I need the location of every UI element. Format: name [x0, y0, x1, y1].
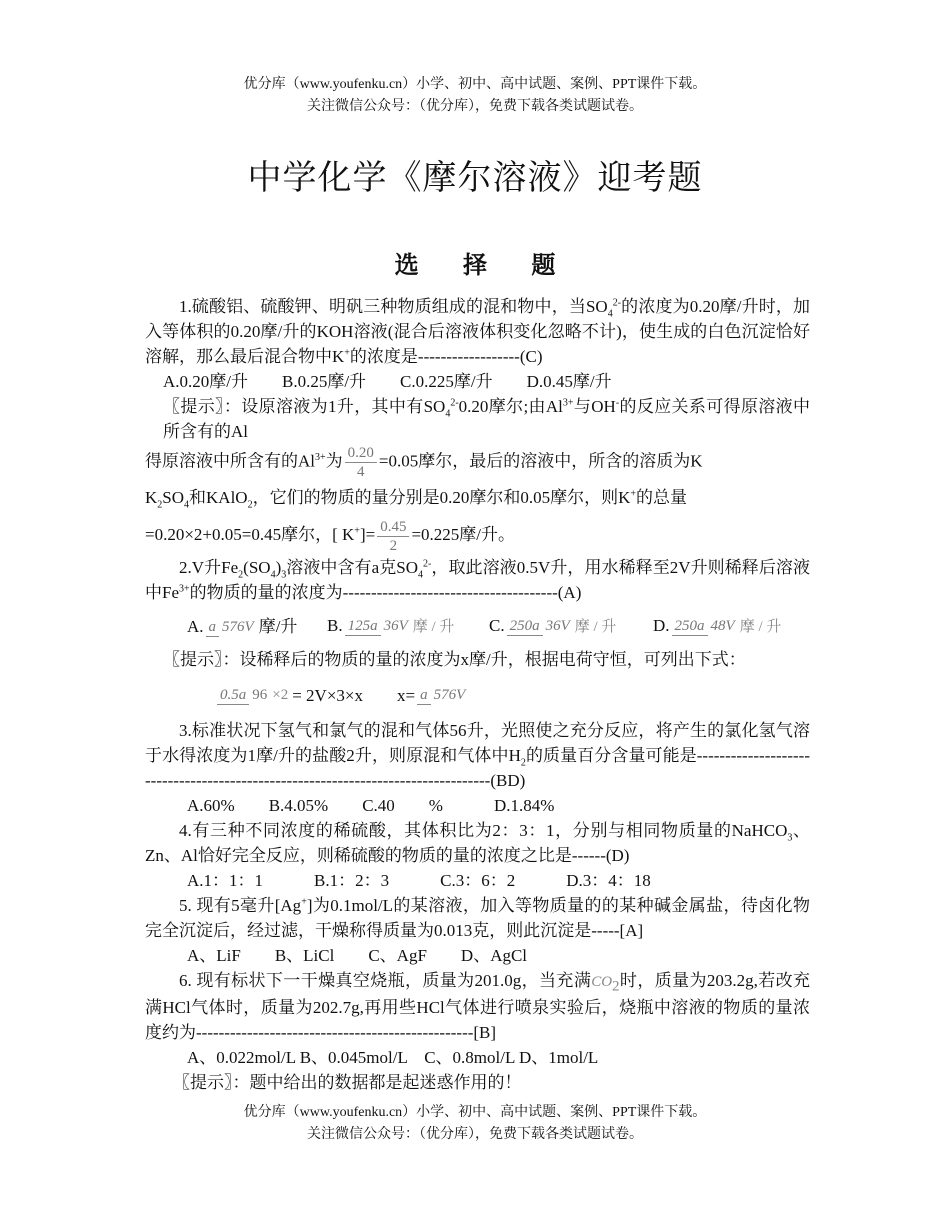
hint1-sup: 3+ — [562, 397, 574, 409]
frac-num: 0.45 — [377, 518, 409, 537]
co2-formula: CO — [591, 974, 613, 990]
frac-0.5a-96 — [217, 686, 270, 705]
q2-sub: 4 — [418, 569, 424, 581]
opt-label: D. — [653, 615, 670, 635]
q2-options — [145, 605, 810, 647]
q2-sub: 2 — [238, 569, 244, 581]
hint1-sup: + — [630, 488, 636, 500]
opt-label: A. — [187, 616, 204, 636]
hint-1-cont2 — [145, 481, 810, 515]
q2-sup: 2- — [423, 558, 432, 570]
page-header — [0, 74, 950, 118]
frac-den: 36V — [545, 618, 570, 635]
hint1-sup: + — [354, 525, 360, 537]
times-two: ×2 — [272, 686, 289, 703]
section-heading: 选 择 题 — [394, 251, 556, 279]
hint1-text: K — [145, 488, 158, 507]
question-3 — [145, 718, 810, 793]
question-6 — [145, 968, 810, 1045]
hint1-text: ]= — [359, 525, 376, 544]
header-line-2: 关注微信公众号：（优分库），免费下载各类试题试卷。 — [307, 99, 643, 114]
q6-text: 6. 现有标状下一干燥真空烧瓶，质量为201.0g，当充满 — [179, 971, 592, 990]
hint1-text: =0.05摩尔，最后的溶液中，所含的溶质为K — [378, 451, 703, 471]
q2-text: ，取此溶液0.5V升，用水稀释至2V升则稀释后溶液中Fe — [145, 558, 810, 602]
frac-125a-36V — [345, 617, 411, 636]
q2-sup: 3+ — [179, 583, 190, 595]
q2-option-b — [327, 613, 489, 640]
q3-sub: 2 — [520, 757, 526, 769]
q5-sup: + — [301, 896, 307, 908]
opt-unit: 摩 / 升 — [574, 618, 617, 635]
q4-options: A.1：1：1 B.1：2：3 C.3：6：2 D.3：4：18 — [187, 871, 651, 890]
q4-answer: 、Zn、Al恰好完全反应，则稀硫酸的物质的量的浓度之比是------(D) — [145, 821, 811, 865]
question-1 — [145, 294, 810, 369]
hint1-sub: 2 — [157, 499, 163, 511]
frac-den: 36V — [383, 618, 408, 635]
q6-options: A、0.022mol/L B、0.045mol/L C、0.8mol/L D、1mol/L — [187, 1048, 599, 1067]
question-2 — [145, 555, 810, 605]
opt-label: B. — [327, 615, 343, 635]
opt-unit: 摩/升 — [258, 616, 298, 636]
hint1-text: SO — [162, 488, 185, 507]
hint1-text: 的总量 — [636, 488, 687, 507]
q2-sub: 3 — [281, 569, 287, 581]
q5-options: A、LiF B、LiCl C、AgF D、AgCl — [187, 946, 528, 965]
frac-a-576V — [206, 618, 257, 637]
opt-unit: 摩 / 升 — [412, 618, 455, 635]
opt-label: C. — [489, 615, 505, 635]
frac-num: 250a — [507, 617, 543, 636]
hint1-text: 的反应关系可得原溶液中所含有的Al — [163, 397, 811, 441]
equation-text: = 2V×3×x x= — [292, 685, 416, 705]
hint1-text: 和KAlO — [189, 488, 248, 507]
frac-250a-48V — [672, 617, 738, 636]
hint1-sup: - — [615, 397, 620, 409]
hint1-text: 与OH — [573, 397, 616, 416]
q5-answer: ]为0.1mol/L的某溶液，加入等物质量的的某种碱金属盐，待卤化物完全沉淀后，经过滤，干燥称得质量为0.013克，则此沉淀是-----[A] — [145, 896, 810, 940]
frac-den: 576V — [433, 686, 466, 703]
q1-text: 的浓度为0.20摩/升时，加入等体积的0.20摩/升的KOH溶液(混合后溶液体积变化忽略不计)，使生成的白色沉淀恰好溶解，那么最后混合物中K — [145, 297, 810, 366]
frac-num: 0.20 — [345, 444, 377, 463]
frac-num: 0.5a — [217, 686, 249, 705]
q6-hint: 〖提示〗：题中给出的数据都是起迷惑作用的！ — [173, 1073, 522, 1092]
q3-text: 3.标准状况下氢气和氯气的混和气体56升，光照使之充分反应，将产生的氯化氢气溶于水得浓度为1摩/升的盐酸2升，则原混和气体中H — [145, 721, 810, 765]
q3-answer: 的质量百分含量可能是---------------------------------------------------------------------------------(BD) — [145, 746, 810, 790]
opt-unit: 摩 / 升 — [739, 618, 782, 635]
fraction-0.45-over-2 — [377, 518, 409, 555]
hint1-text: ，它们的物质的量分别是0.20摩尔和0.05摩尔，则K — [252, 488, 631, 507]
q2-answer: 的物质的量的浓度为--------------------------------------(A) — [189, 583, 582, 602]
q5-text: 5. 现有5毫升[Ag — [179, 896, 302, 915]
hint1-text: =0.225摩/升。 — [411, 525, 515, 544]
q1-sub: 4 — [607, 308, 613, 320]
q2-sub: 4 — [270, 569, 276, 581]
hint-1-cont — [145, 444, 810, 481]
frac-a-576V-hint — [417, 686, 468, 705]
frac-den: 576V — [222, 619, 254, 636]
q3-options: A.60% B.4.05% C.40 % D.1.84% — [187, 796, 555, 815]
hint1-lead: 得原溶液中所含有的Al — [145, 451, 315, 471]
hint1-sup: 2- — [450, 397, 459, 409]
document-title: 中学化学《摩尔溶液》迎考题 — [247, 160, 703, 197]
q2-text: ) — [275, 558, 282, 577]
q6-answer: 时，质量为203.2g,若改充满HCl气体时，质量为202.7g,再用些HCl气体进行喷泉实验后，烧瓶中溶液的物质的量浓度约为-------------------------------------------------[B] — [145, 971, 811, 1042]
footer-line-1: 优分库（www.youfenku.cn）小学、初中、高中试题、案例、PPT课件下载。 — [243, 1105, 707, 1120]
hint-1 — [145, 394, 810, 444]
frac-250a-36V — [507, 617, 573, 636]
frac-num: 250a — [672, 617, 708, 636]
hint1-sub: 2 — [247, 499, 253, 511]
q4-sub: 3 — [787, 832, 793, 844]
hint-2: 〖提示〗：设稀释后的物质的量的浓度为x摩/升，根据电荷守恒，可列出下式： — [163, 650, 746, 669]
fraction-0.20-over-4 — [345, 444, 377, 481]
frac-den: 96 — [252, 686, 268, 703]
header-line-1: 优分库（www.youfenku.cn）小学、初中、高中试题、案例、PPT课件下载。 — [243, 77, 707, 92]
q1-sup: + — [344, 347, 350, 359]
hint1-text: 〖提示〗：设原溶液为1升，其中有SO — [163, 397, 446, 416]
q2-text: 溶液中含有a克SO — [286, 558, 419, 577]
q2-text: (SO — [243, 558, 271, 577]
frac-num: 125a — [345, 617, 381, 636]
q2-text: 2.V升Fe — [179, 558, 239, 577]
q4-text: 4.有三种不同浓度的稀硫酸，其体积比为2：3：1，分别与相同物质量的NaHCO — [179, 821, 788, 840]
page-footer — [0, 1102, 950, 1146]
hint1-sub: 4 — [445, 408, 451, 420]
q2-option-a — [187, 614, 327, 639]
hint-1-cont3 — [145, 515, 810, 555]
hint1-sup: 3+ — [315, 451, 326, 463]
frac-den: 48V — [710, 618, 735, 635]
co2-sub: 2 — [612, 978, 620, 995]
hint-2-equation — [145, 672, 810, 718]
frac-num: a — [417, 686, 431, 705]
frac-den: 4 — [357, 464, 365, 480]
frac-den: 2 — [389, 537, 398, 554]
hint1-sub: 4 — [184, 499, 190, 511]
question-4 — [145, 818, 810, 868]
document-body — [145, 294, 810, 1095]
frac-num: a — [206, 618, 220, 637]
question-5 — [145, 893, 810, 943]
q1-sup: 2- — [612, 297, 622, 309]
hint1-text: 0.20摩尔;由Al — [458, 397, 563, 416]
q1-answer: 的浓度是------------------(C) — [349, 347, 543, 366]
q2-option-c — [489, 613, 653, 640]
q1-text: 1.硫酸铝、硫酸钾、明矾三种物质组成的混和物中，当SO — [179, 297, 608, 316]
q1-options: A.0.20摩/升 B.0.25摩/升 C.0.225摩/升 D.0.45摩/升 — [163, 372, 612, 391]
footer-line-2: 关注微信公众号：（优分库），免费下载各类试题试卷。 — [307, 1127, 643, 1142]
hint1-text: 为 — [325, 451, 343, 471]
q2-option-d — [653, 613, 781, 640]
hint1-text: =0.20×2+0.05=0.45摩尔，[ K — [145, 525, 355, 544]
